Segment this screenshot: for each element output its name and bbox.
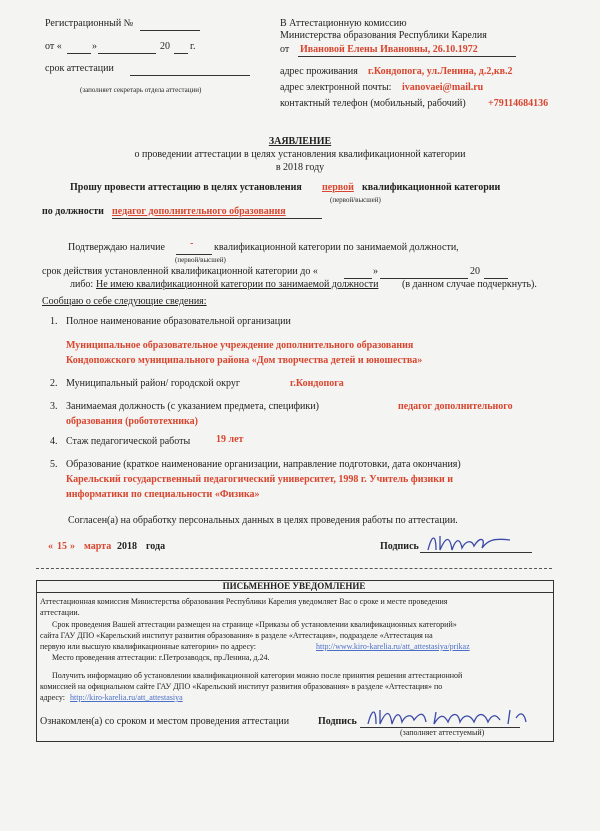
confirm-suffix: квалификационной категории по занимаемой должности,	[214, 242, 459, 253]
phone-label: контактный телефон (мобильный, рабочий)	[280, 98, 466, 109]
item4-number: 4.	[50, 436, 58, 447]
email-value: ivanovaei@mail.ru	[402, 82, 484, 93]
consent-date-month: марта	[84, 541, 112, 552]
item3-value-line1: педагог дополнительного	[398, 401, 513, 412]
date-mid: »	[92, 41, 97, 52]
confirm-hint: (первой/высшей)	[175, 256, 226, 264]
position-label: по должности	[42, 206, 104, 217]
from-value: Ивановой Елены Ивановны, 26.10.1972	[300, 44, 478, 55]
item5-value-line2: информатики по специальности «Физика»	[66, 489, 260, 500]
request-prefix: Прошу провести аттестацию в целях установления	[70, 182, 302, 193]
item3-number: 3.	[50, 401, 58, 412]
acquainted-note: (заполняет аттестуемый)	[400, 728, 485, 737]
confirm-prefix: Подтверждаю наличие	[68, 242, 165, 253]
notice-p2-line1: Срок проведения Вашей аттестации размещен на странице «Приказы об установлении квалификационных категорий»	[52, 620, 457, 629]
notice-title: ПИСЬМЕННОЕ УВЕДОМЛЕНИЕ	[222, 581, 366, 591]
position-value: педагог дополнительного образования	[112, 206, 286, 217]
term-label: срок аттестации	[45, 63, 114, 74]
item4-value: 19 лет	[216, 434, 244, 445]
item5-label: Образование (краткое наименование организации, направление подготовки, дата окончания)	[66, 459, 461, 470]
addressee-line1: В Аттестационную комиссию	[280, 18, 407, 29]
item1-number: 1.	[50, 316, 58, 327]
consent-date-quote-open: «	[48, 541, 53, 552]
date-month-line	[98, 53, 156, 54]
item1-value-line1: Муниципальное образовательное учреждение дополнительного образования	[66, 340, 414, 351]
item1-label: Полное наименование образовательной организации	[66, 316, 291, 327]
date-year-line	[174, 53, 188, 54]
item5-number: 5.	[50, 459, 58, 470]
validity-label: срок действия установленной квалификационной категории до «	[42, 266, 318, 277]
notice-p1-line1: Аттестационная комиссия Министерства образования Республики Карелия уведомляет Вас о сроке и месте проведения	[40, 597, 448, 606]
either-label: либо:	[70, 279, 94, 290]
phone-value: +79114684136	[488, 98, 549, 109]
address-value: г.Кондопога, ул.Ленина, д.2,кв.2	[368, 66, 513, 77]
consent-signature-label: Подпись	[380, 541, 419, 552]
no-category-text: Не имею квалификационной категории по занимаемой должности	[96, 279, 379, 290]
validity-mid: »	[373, 266, 378, 277]
document-title: ЗАЯВЛЕНИЕ	[268, 136, 332, 147]
notice-p3-line2: комиссией на официальном сайте ГАУ ДПО «Карельский институт развития образования» в разделе «Аттестация» по	[40, 682, 443, 691]
document-year: в 2018 году	[275, 162, 325, 173]
item3-label: Занимаемая должность (с указанием предмета, специфики)	[66, 401, 319, 412]
acquainted-signature	[364, 704, 534, 730]
notice-p3-line1: Получить информацию об установлении квалификационной категории можно после принятия решения аттестационной	[52, 671, 463, 680]
acquainted-text: Ознакомлен(а) со сроком и местом проведения аттестации	[40, 716, 290, 727]
cut-line	[36, 568, 552, 569]
acquainted-signature-label: Подпись	[318, 716, 357, 727]
notice-p2-link[interactable]: http://www.kiro-karelia.ru/att_attestasiya/prikaz	[316, 642, 470, 651]
document-subtitle: о проведении аттестации в целях установления квалификационной категории	[134, 149, 466, 160]
consent-date-quote-close: »	[70, 541, 75, 552]
consent-date-day: 15	[57, 541, 67, 552]
from-line	[298, 56, 516, 57]
no-category-note: (в данном случае подчеркнуть).	[402, 279, 537, 290]
item5-value-line1: Карельский государственный педагогический университет, 1998 г. Учитель физики и	[66, 474, 454, 485]
notice-p3-line3: адресу:	[40, 693, 65, 702]
consent-signature	[424, 530, 514, 556]
item3-value-line2: образования (робототехника)	[66, 416, 198, 427]
email-label: адрес электронной почты:	[280, 82, 392, 93]
notice-p2-line4: Место проведения аттестации: г.Петрозаводск, пр.Ленина, д.24.	[52, 653, 270, 662]
item1-value-line2: Кондопожского муниципального района «Дом творчества детей и юношества»	[66, 355, 423, 366]
consent-text: Согласен(а) на обработку персональных данных в целях проведения работы по аттестации.	[68, 515, 458, 526]
item2-value: г.Кондопога	[290, 378, 344, 389]
date-suffix: г.	[190, 41, 196, 52]
request-suffix: квалификационной категории	[362, 182, 501, 193]
consent-date-suffix: года	[146, 541, 166, 552]
notice-p2-line3: первую или высшую квалификационные категории» по адресу:	[40, 642, 257, 651]
reg-number-line	[140, 30, 200, 31]
notice-p1-line2: аттестации.	[40, 608, 80, 617]
item2-label: Муниципальный район/ городской округ	[66, 378, 240, 389]
notice-p3-link[interactable]: http://kiro-karelia.ru/att_attestasiya	[70, 693, 183, 702]
request-category-hint: (первой/высшей)	[330, 196, 381, 204]
consent-date-year: 2018	[117, 541, 137, 552]
reg-number-label: Регистрационный №	[45, 18, 134, 29]
item2-number: 2.	[50, 378, 58, 389]
date-prefix: от «	[45, 41, 62, 52]
info-heading: Сообщаю о себе следующие сведения:	[42, 296, 207, 307]
notice-p2-line2: сайта ГАУ ДПО «Карельский институт развития образования» в разделе «Аттестация», подразделе «Аттестация на	[40, 631, 433, 640]
date-year-prefix: 20	[160, 41, 170, 52]
confirm-line	[176, 254, 212, 255]
address-label: адрес проживания	[280, 66, 358, 77]
item4-label: Стаж педагогической работы	[66, 436, 191, 447]
confirm-value: -	[190, 238, 194, 249]
term-line	[130, 75, 250, 76]
validity-year: 20	[470, 266, 480, 277]
position-line	[112, 218, 322, 219]
addressee-line2: Министерства образования Республики Карелия	[280, 30, 487, 41]
secretary-note: (заполняет секретарь отдела аттестации)	[80, 86, 202, 94]
date-day-line	[67, 53, 91, 54]
request-category: первой	[322, 182, 354, 193]
from-label: от	[280, 44, 290, 55]
